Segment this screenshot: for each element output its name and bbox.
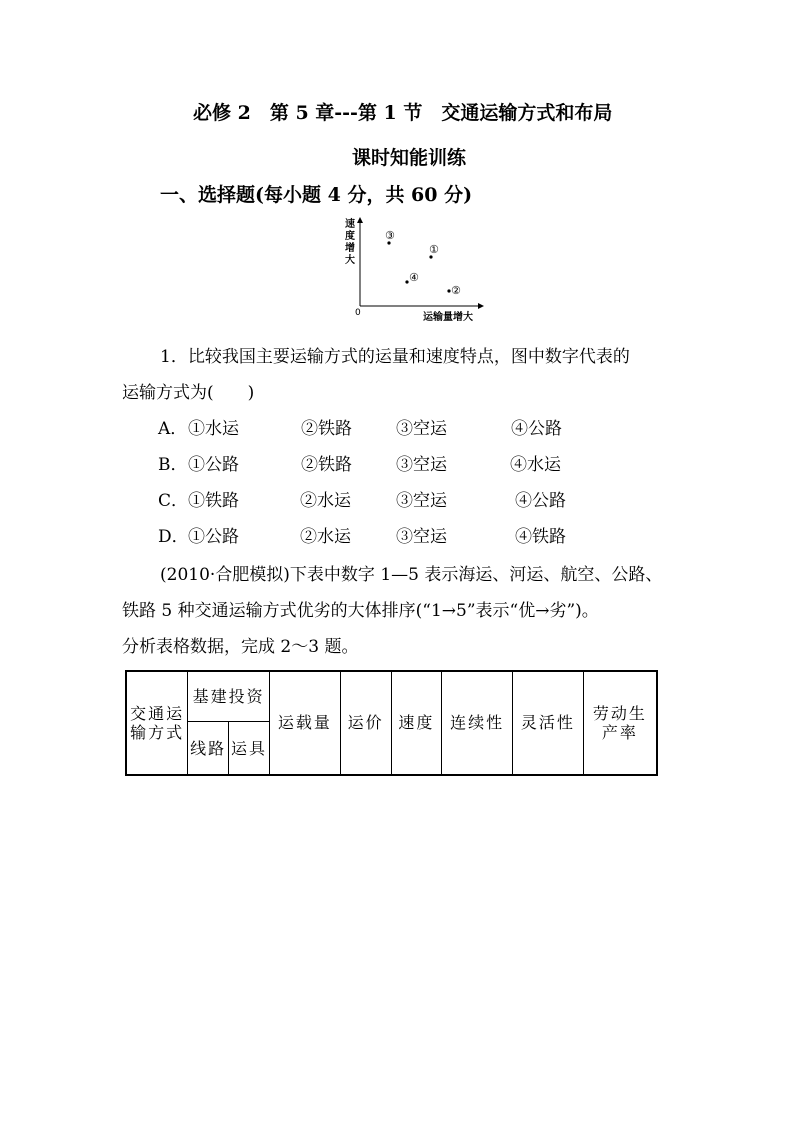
y-label-char: 大	[345, 255, 355, 266]
option-letter: C．	[158, 491, 189, 511]
header-invest: 基建投资	[188, 671, 270, 722]
header-speed: 速度	[391, 671, 442, 775]
header-mode	[126, 671, 188, 775]
header-price: 运价	[340, 671, 391, 775]
header-volume: 运载量	[270, 671, 341, 775]
option-choice: ②铁路	[301, 419, 352, 439]
option-choice: ④公路	[511, 419, 562, 439]
header-mode-line: 输方式	[130, 723, 185, 742]
speed-volume-figure	[335, 212, 495, 327]
header-vehicle: 运具	[229, 722, 270, 775]
option-choice: ④铁路	[515, 527, 566, 547]
header-labor-line: 劳动生	[592, 703, 647, 723]
option-choice: ③空运	[396, 491, 447, 511]
option-choice: ①铁路	[188, 491, 239, 511]
option-choice: ③空运	[396, 527, 447, 547]
option-choice: ②铁路	[301, 455, 352, 475]
y-label-char: 度	[345, 231, 355, 242]
x-axis-label: 运输量增大	[423, 312, 473, 323]
option-choice: ②水运	[300, 527, 351, 547]
intro-line: 分析表格数据，完成 2～3 题。	[122, 637, 359, 657]
option-choice: ③空运	[396, 455, 447, 475]
option-choice: ④公路	[515, 491, 566, 511]
point-label: ①	[429, 243, 439, 256]
origin-label: 0	[355, 308, 361, 318]
option-choice: ①公路	[188, 455, 239, 475]
point-label: ④	[409, 271, 419, 284]
header-labor-line: 产率	[601, 723, 638, 742]
header-flexibility: 灵活性	[513, 671, 584, 775]
point-label: ③	[385, 229, 395, 242]
header-mode-line: 交通运	[130, 703, 185, 723]
intro-line: (2010·合肥模拟)下表中数字 1—5 表示海运、河运、航空、公路、	[160, 565, 663, 585]
option-letter: A．	[158, 419, 188, 439]
option-choice: ③空运	[396, 419, 447, 439]
option-letter: D．	[158, 527, 189, 547]
intro-line: 铁路 5 种交通运输方式优劣的大体排序(“1→5”表示“优→劣”)。	[122, 601, 599, 621]
option-letter: B．	[158, 455, 188, 475]
page-title: 必修 2 第 5 章---第 1 节 交通运输方式和布局	[193, 102, 613, 124]
table-header-row	[126, 671, 657, 722]
page-subtitle: 课时知能训练	[352, 147, 467, 169]
option-choice: ①水运	[188, 419, 239, 439]
header-line: 线路	[188, 722, 229, 775]
point-label: ②	[451, 284, 461, 297]
y-label-char: 速	[345, 219, 355, 230]
option-choice: ②水运	[300, 491, 351, 511]
y-label-char: 增	[345, 243, 355, 254]
option-choice: ①公路	[188, 527, 239, 547]
section-heading: 一、选择题(每小题 4 分，共 60 分)	[160, 184, 473, 206]
transport-table	[125, 670, 658, 776]
question-1-stem: 1．比较我国主要运输方式的运量和速度特点，图中数字代表的	[160, 347, 630, 367]
header-continuity: 连续性	[442, 671, 513, 775]
question-1-stem-cont: 运输方式为( )	[122, 383, 255, 403]
header-labor	[583, 671, 657, 775]
option-choice: ④水运	[510, 455, 561, 475]
